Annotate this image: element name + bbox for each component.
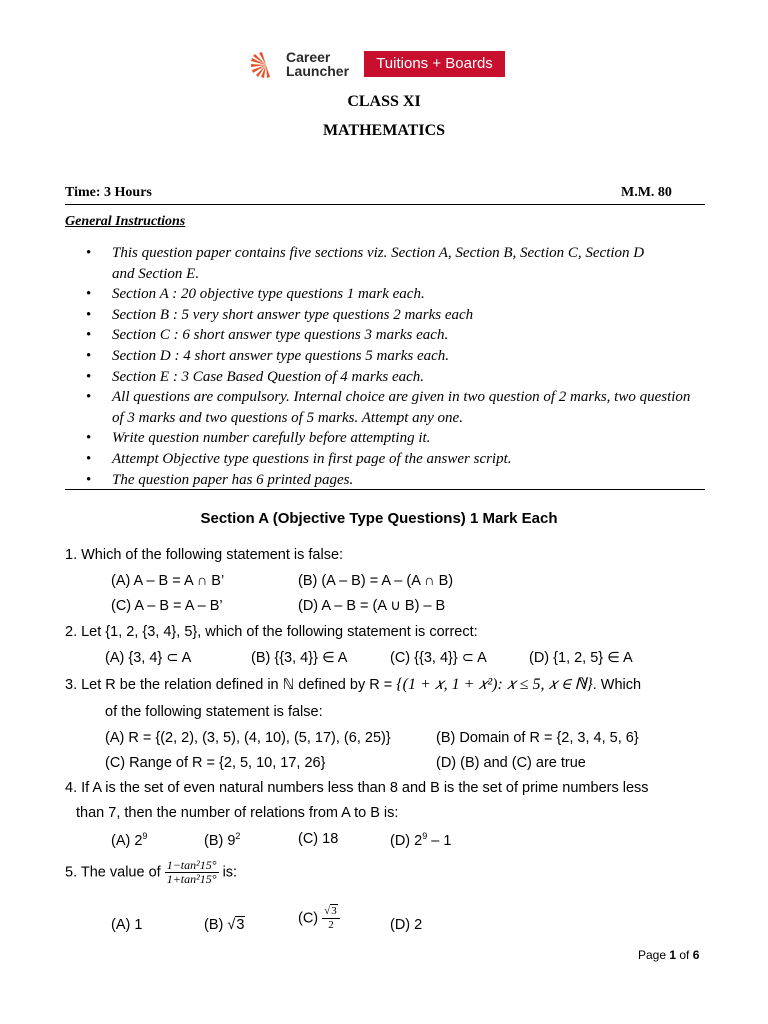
q5-option-a: (A) 1 [111, 917, 143, 933]
q3-text-end: . Which [592, 677, 642, 693]
class-title: CLASS XI [347, 93, 421, 110]
q5-fraction-numerator: 1−tan²15° [166, 858, 217, 872]
q4-option-c: (C) 18 [298, 831, 339, 847]
logo-mark-icon [250, 52, 282, 78]
instruction-item: • Write question number carefully before attempting it. [86, 428, 716, 449]
question-1: 1. Which of the following statement is false: [65, 547, 344, 563]
time-label: Time: 3 Hours [65, 185, 152, 200]
q2-option-c: (C) {{3, 4}} ⊂ A [390, 650, 487, 666]
q3-line-2: of the following statement is false: [105, 704, 323, 720]
max-marks-label: M.M. 80 [621, 185, 672, 200]
instruction-item: • The question paper has 6 printed pages. [86, 470, 716, 491]
page-footer: Page 1 of 6 [638, 948, 700, 962]
q5-option-c-fraction: $\frac{√3}{2}$ [322, 905, 340, 932]
question-3 [65, 676, 641, 694]
q4-option-d: (D) $2^9 - 1$ [390, 831, 452, 849]
logo-text [286, 50, 349, 78]
q3-text-start: 3. Let R be the relation defined in ℕ defined by R = [65, 677, 393, 693]
sqrt-icon: √3 [227, 917, 245, 933]
q1-option-b: (B) (A – B) = A – (A ∩ B) [298, 573, 454, 589]
question-4: 4. If A is the set of even natural numbers less than 8 and B is the set of prime numbers less [65, 780, 649, 796]
logo-badge: Tuitions + Boards [364, 51, 505, 77]
question-5 [65, 859, 237, 886]
q3-option-a: (A) R = {(2, 2), (3, 5), (4, 10), (5, 17), (6, 25)} [105, 730, 391, 746]
instruction-item: • Attempt Objective type questions in first page of the answer script. [86, 449, 716, 470]
logo-line-2: Launcher [286, 63, 350, 79]
instructions-list [86, 243, 716, 490]
section-a-heading: Section A (Objective Type Questions) 1 Mark Each [200, 510, 558, 527]
q5-option-b: (B) √3 [204, 917, 245, 933]
q5-option-c: (C) $\frac{√3}{2}$ [298, 905, 340, 932]
instruction-item: • This question paper contains five sections viz. Section A, Section B, Section C, Section D and Section E. [86, 243, 652, 284]
instruction-item: • Section B : 5 very short answer type questions 2 marks each [86, 305, 716, 326]
instruction-item: • Section E : 3 Case Based Question of 4 marks each. [86, 367, 716, 388]
q5-text-start: 5. The value of [65, 864, 161, 881]
q5-text-end: is: [222, 864, 238, 881]
instruction-item: • All questions are compulsory. Internal choice are given in two question of 2 marks, two question of 3 marks and two questions of 5 marks. Attempt any one. [86, 387, 702, 428]
q3-option-b: (B) Domain of R = {2, 3, 4, 5, 6} [436, 730, 639, 746]
q1-option-c: (C) A – B = A – B’ [111, 598, 223, 614]
q4-line-2: than 7, then the number of relations from A to B is: [76, 805, 399, 821]
subject-title: MATHEMATICS [322, 122, 446, 139]
q5-option-d: (D) 2 [390, 917, 423, 933]
instructions-rule [65, 489, 705, 490]
instruction-item: • Section C : 6 short answer type questions 3 marks each. [86, 325, 716, 346]
q4-option-a: (A) $2^9$ [111, 831, 148, 849]
q1-option-a: (A) A – B = A ∩ B’ [111, 573, 225, 589]
sqrt-icon: √3 [324, 905, 337, 917]
q4-option-b: (B) $9^2$ [204, 831, 241, 849]
instructions-heading: General Instructions [65, 214, 186, 229]
question-2: 2. Let {1, 2, {3, 4}, 5}, which of the following statement is correct: [65, 624, 478, 640]
q1-option-d: (D) A – B = (A ∪ B) – B [298, 598, 446, 614]
q2-option-a: (A) {3, 4} ⊂ A [105, 650, 192, 666]
q3-option-d: (D) (B) and (C) are true [436, 755, 586, 771]
q5-fraction [165, 859, 219, 886]
q3-relation-set: {(1 + 𝑥, 1 + 𝑥²): 𝑥 ≤ 5, 𝑥 ∈ ℕ} [396, 676, 593, 693]
q5-fraction-denominator: 1+tan²15° [166, 872, 217, 886]
logo-line-1: Career [286, 49, 331, 65]
header-rule [65, 204, 705, 205]
q2-option-b: (B) {{3, 4}} ∈ A [251, 650, 348, 666]
instruction-item: • Section A : 20 objective type questions 1 mark each. [86, 284, 716, 305]
q3-option-c: (C) Range of R = {2, 5, 10, 17, 26} [105, 755, 326, 771]
instruction-item: • Section D : 4 short answer type questions 5 marks each. [86, 346, 716, 367]
q2-option-d: (D) {1, 2, 5} ∈ A [529, 650, 633, 666]
